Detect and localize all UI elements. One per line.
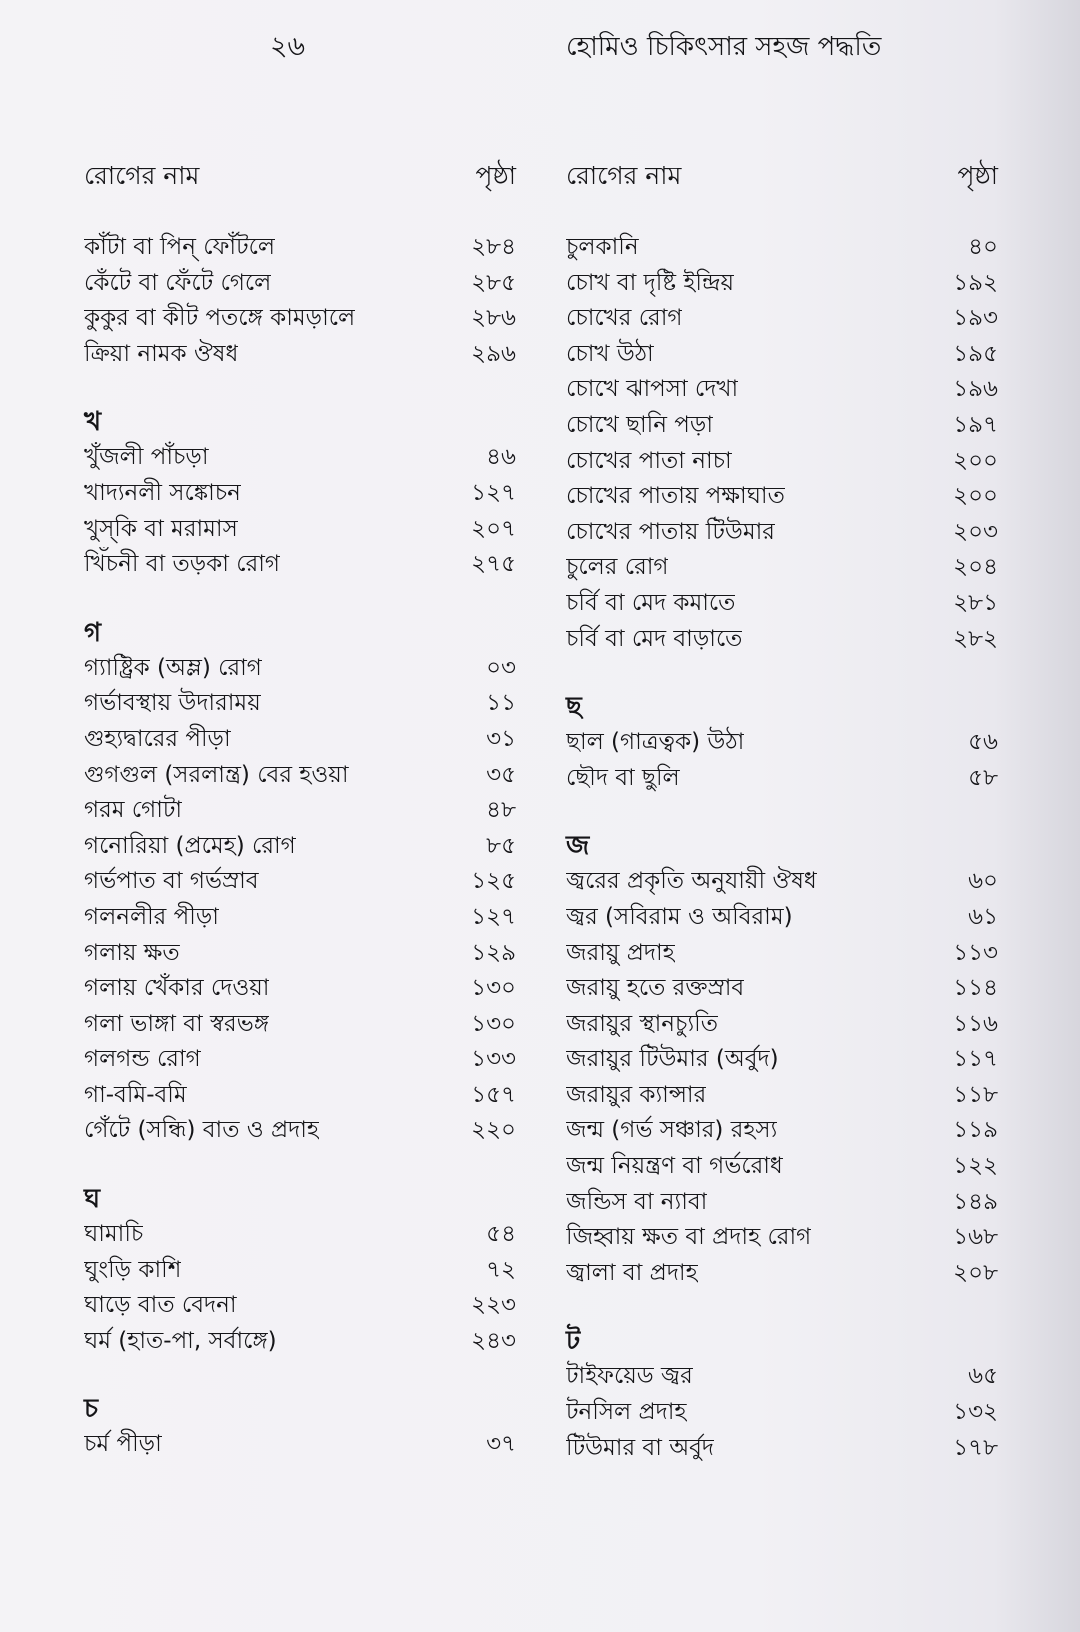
entry-name: গলায় ক্ষত [84, 939, 180, 966]
entry-name: কাঁটা বা পিন্ ফোঁটলে [84, 234, 276, 260]
index-entry [84, 547, 516, 583]
entry-name: চর্ম পীড়া [84, 1431, 162, 1458]
index-entry [566, 761, 998, 797]
entry-name: চুলকানি [566, 234, 639, 260]
entry-page: ১৯৬ [953, 376, 998, 403]
index-section [84, 1391, 516, 1463]
index-entry [566, 1007, 998, 1043]
entry-name: গর্ভপাত বা গর্ভস্রাব [84, 868, 259, 895]
entry-name: টিউমার বা অর্বুদ [566, 1434, 715, 1461]
entry-page: ১৩০ [471, 975, 516, 1002]
entry-page: ২০৮ [953, 1259, 998, 1286]
entry-page: ১৩২ [953, 1399, 998, 1426]
index-entry [566, 971, 998, 1007]
entry-page: ২৮১ [953, 589, 998, 616]
entry-page: ১৩৩ [471, 1046, 516, 1073]
index-entry [84, 337, 516, 373]
entry-page: ১৯৩ [953, 305, 998, 332]
entry-page: ৪৬ [486, 444, 516, 471]
section-letter: ঘ [84, 1184, 101, 1215]
entry-name: খুস্‌কি বা মরামাস [84, 515, 238, 542]
index-entry [84, 793, 516, 829]
entry-name: গরম গোটা [84, 797, 183, 824]
column-heading [84, 156, 516, 196]
index-entry [566, 230, 998, 266]
index-section [84, 615, 516, 1149]
entry-page: ১১ [486, 690, 516, 717]
section-letter: ট [566, 1326, 581, 1357]
index-entry [84, 971, 516, 1007]
index-entry [84, 1113, 516, 1149]
entry-name: জন্ডিস বা ন্যাবা [566, 1188, 708, 1215]
entry-page: ১১৭ [953, 1046, 998, 1073]
entry-name: চর্বি বা মেদ বাড়াতে [566, 625, 743, 652]
index-section [566, 1323, 998, 1466]
entry-page: ২০০ [953, 483, 998, 510]
entry-page: ২৯৬ [471, 340, 516, 367]
entry-name: গুগগুল (সরলান্ত্র) বের হওয়া [84, 761, 349, 788]
entry-name: জ্বালা বা প্রদাহ [566, 1259, 698, 1286]
index-entry [566, 1149, 998, 1185]
index-entry [566, 444, 998, 480]
entry-name: জরায়ুর টিউমার (অর্বুদ) [566, 1046, 779, 1073]
index-entry [84, 1324, 516, 1360]
entry-page: ২৭৫ [471, 551, 516, 578]
entry-name: চোখে ঝাপসা দেখা [566, 376, 739, 403]
heading-disease-name: রোগের নাম [566, 161, 682, 190]
entry-page: ২৮৫ [471, 269, 516, 296]
index-entry [84, 1042, 516, 1078]
entry-name: চোখে ছানি পড়া [566, 411, 713, 438]
index-entry [84, 301, 516, 337]
entry-name: ছৌদ বা ছুলি [566, 764, 680, 791]
entry-page: ০৩ [486, 654, 516, 681]
index-entry [84, 686, 516, 722]
entry-page: ২৮৪ [471, 234, 516, 260]
index-section [566, 230, 998, 657]
index-entry [566, 550, 998, 586]
entry-name: খিঁচনী বা তড়কা রোগ [84, 551, 280, 578]
entry-name: জরায়ু প্রদাহ [566, 939, 675, 966]
entry-name: গলগন্ড রোগ [84, 1046, 201, 1073]
entry-page: ১১৪ [953, 975, 998, 1002]
index-entry [566, 515, 998, 551]
entry-name: চোখের পাতা নাচা [566, 447, 732, 474]
index-entry [566, 372, 998, 408]
entry-name: চোখের রোগ [566, 305, 683, 332]
index-section [566, 828, 998, 1291]
entry-page: ২০৪ [953, 554, 998, 581]
index-section [84, 1181, 516, 1359]
entry-page: ২২৩ [471, 1292, 516, 1319]
entry-page: ৪৮ [486, 797, 516, 824]
entry-name: গুহ্যদ্বারের পীড়া [84, 725, 231, 752]
entry-name: খাদ্যনলী সঙ্কোচন [84, 479, 241, 506]
entry-name: গনোরিয়া (প্রমেহ) রোগ [84, 832, 296, 859]
index-entry [84, 900, 516, 936]
index-entry [84, 758, 516, 794]
entry-page: ১১৯ [953, 1117, 998, 1144]
index-entry [566, 1078, 998, 1114]
entry-name: জন্ম নিয়ন্ত্রণ বা গর্ভরোধ [566, 1153, 783, 1180]
entry-page: ৬১ [968, 903, 998, 930]
index-entry [84, 1288, 516, 1324]
entry-name: টনসিল প্রদাহ [566, 1399, 687, 1426]
index-entry [566, 1431, 998, 1467]
section-letter: জ [566, 831, 590, 862]
index-entry [84, 230, 516, 266]
entry-name: জিহ্বায় ক্ষত বা প্রদাহ রোগ [566, 1224, 812, 1251]
entry-page: ১৯৫ [953, 340, 998, 367]
entry-page: ১১৬ [953, 1010, 998, 1037]
entry-page: ৫৪ [486, 1221, 516, 1248]
entry-name: ঘাড়ে বাত বেদনা [84, 1292, 237, 1319]
index-entry [566, 1256, 998, 1292]
entry-page: ৬৫ [968, 1363, 998, 1390]
index-entry [84, 829, 516, 865]
entry-name: চোখ বা দৃষ্টি ইন্দ্রিয় [566, 269, 735, 296]
entry-page: ৩৭ [486, 1431, 516, 1458]
entry-name: ঘুংড়ি কাশি [84, 1256, 182, 1283]
entry-page: ১২৫ [471, 868, 516, 895]
entry-page: ১৪৯ [953, 1188, 998, 1215]
heading-disease-name: রোগের নাম [84, 161, 200, 190]
index-entry [84, 864, 516, 900]
entry-page: ২২০ [471, 1117, 516, 1144]
entry-page: ৭২ [486, 1256, 516, 1283]
entry-name: জন্ম (গর্ভ সঞ্চার) রহস্য [566, 1117, 778, 1144]
entry-page: ২০৭ [471, 515, 516, 542]
index-section [84, 404, 516, 582]
entry-name: চর্বি বা মেদ কমাতে [566, 589, 736, 616]
index-column-right [566, 156, 998, 1466]
entry-name: গলনলীর পীড়া [84, 903, 219, 930]
entry-name: জ্বর (সবিরাম ও অবিরাম) [566, 903, 793, 930]
entry-name: গ্যাষ্ট্রিক (অম্ল) রোগ [84, 654, 262, 681]
index-entry [566, 337, 998, 373]
entry-page: ৩১ [486, 725, 516, 752]
entry-name: ঘর্ম (হাত-পা, সর্বাঙ্গে) [84, 1327, 277, 1354]
entry-name: চোখ উঠা [566, 340, 654, 367]
entry-page: ২০০ [953, 447, 998, 474]
entry-name: খুঁজলী পাঁচড়া [84, 444, 209, 471]
index-entry [566, 1042, 998, 1078]
section-letter: খ [84, 407, 102, 438]
index-entry [566, 936, 998, 972]
index-entry [566, 266, 998, 302]
entry-name: চুলের রোগ [566, 554, 669, 581]
entry-name: গেঁটে (সন্ধি) বাত ও প্রদাহ [84, 1117, 320, 1144]
index-entry [84, 266, 516, 302]
index-entry [566, 900, 998, 936]
index-entry [84, 651, 516, 687]
entry-page: ১১৮ [953, 1081, 998, 1108]
heading-page: পৃষ্ঠা [957, 161, 998, 190]
index-column-left [84, 156, 516, 1463]
entry-name: ছাল (গাত্রত্বক) উঠা [566, 729, 745, 756]
entry-name: গলায় খেঁকার দেওয়া [84, 975, 270, 1002]
entry-page: ১২৭ [471, 479, 516, 506]
running-title: হোমিও চিকিৎসার সহজ পদ্ধতি [566, 32, 882, 62]
index-entry [84, 1427, 516, 1463]
index-entry [84, 722, 516, 758]
entry-page: ১৩০ [471, 1010, 516, 1037]
column-heading [566, 156, 998, 196]
entry-page: ২০৩ [953, 518, 998, 545]
index-entry [566, 725, 998, 761]
entry-name: গর্ভাবস্থায় উদারাময় [84, 690, 261, 717]
page-number: ২৬ [270, 31, 306, 62]
entry-page: ৫৬ [968, 729, 998, 756]
section-letter: ছ [566, 692, 582, 723]
index-entry [566, 1220, 998, 1256]
entry-name: কেঁটে বা ফেঁটে গেলে [84, 269, 272, 296]
index-section [566, 689, 998, 796]
index-entry [84, 1007, 516, 1043]
entry-page: ১৫৭ [471, 1081, 516, 1108]
entry-name: টাইফয়েড জ্বর [566, 1363, 693, 1390]
entry-page: ১১৩ [953, 939, 998, 966]
entry-page: ১৯৭ [953, 411, 998, 438]
section-letter: গ [84, 617, 102, 648]
index-entry [84, 1253, 516, 1289]
entry-name: জরায়ু হতে রক্তস্রাব [566, 975, 745, 1002]
entry-name: ঘামাচি [84, 1221, 144, 1248]
entry-name: কুকুর বা কীট পতঙ্গে কামড়ালে [84, 305, 356, 332]
index-entry [566, 1185, 998, 1221]
entry-page: ৬০ [968, 868, 998, 895]
index-section [84, 230, 516, 372]
index-entry [566, 1113, 998, 1149]
entry-page: ২৮৬ [471, 305, 516, 332]
entry-page: ২৮২ [953, 625, 998, 652]
entry-page: ৮৫ [486, 832, 516, 859]
entry-name: চোখের পাতায় পক্ষাঘাত [566, 483, 785, 510]
entry-page: ১২৭ [471, 903, 516, 930]
index-entry [566, 1395, 998, 1431]
index-entry [84, 1078, 516, 1114]
index-entry [84, 1217, 516, 1253]
index-entry [566, 586, 998, 622]
entry-name: জ্বরের প্রকৃতি অনুযায়ী ঔষধ [566, 868, 817, 895]
entry-page: ১৯২ [953, 269, 998, 296]
index-entry [566, 864, 998, 900]
entry-name: চোখের পাতায় টিউমার [566, 518, 775, 545]
entry-page: ১৭৮ [953, 1434, 998, 1461]
index-entry [84, 512, 516, 548]
index-entry [566, 479, 998, 515]
entry-page: ১২৯ [471, 939, 516, 966]
entry-page: ১৬৮ [953, 1224, 998, 1251]
index-entry [84, 936, 516, 972]
entry-name: জরায়ুর স্থানচ্যুতি [566, 1010, 718, 1037]
index-entry [84, 476, 516, 512]
entry-page: ৫৮ [968, 764, 998, 791]
entry-page: ১২২ [953, 1153, 998, 1180]
entry-name: ক্রিয়া নামক ঔষধ [84, 340, 239, 367]
entry-name: গলা ভাঙ্গা বা স্বরভঙ্গ [84, 1010, 270, 1037]
index-entry [566, 408, 998, 444]
index-entry [566, 1359, 998, 1395]
index-entry [566, 622, 998, 658]
section-letter: চ [84, 1394, 99, 1425]
index-entry [84, 440, 516, 476]
entry-page: ২৪৩ [471, 1327, 516, 1354]
heading-page: পৃষ্ঠা [475, 161, 516, 190]
entry-name: গা-বমি-বমি [84, 1081, 187, 1108]
entry-name: জরায়ুর ক্যান্সার [566, 1081, 707, 1108]
index-entry [566, 301, 998, 337]
entry-page: ৩৫ [486, 761, 516, 788]
entry-page: ৪০ [968, 234, 998, 260]
